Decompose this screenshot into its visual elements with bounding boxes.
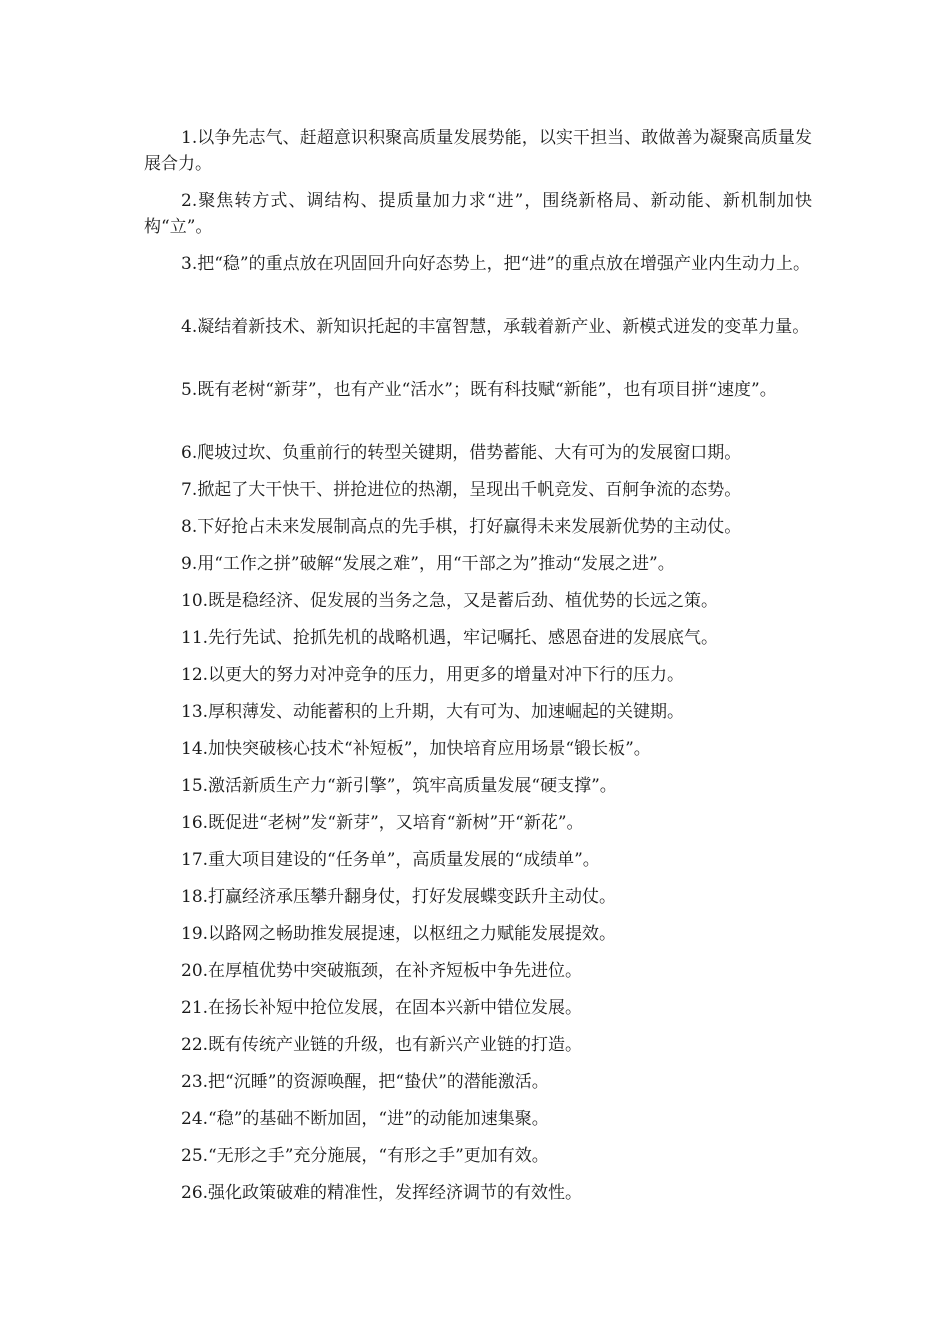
list-item: 6.爬坡过坎、负重前行的转型关键期，借势蓄能、大有可为的发展窗口期。 — [181, 443, 742, 463]
list-item: 5.既有老树“新芽”，也有产业“活水”；既有科技赋“新能”，也有项目拼“速度”。 — [181, 380, 777, 400]
list-item: 7.掀起了大干快干、拼抢进位的热潮，呈现出千帆竞发、百舸争流的态势。 — [181, 480, 742, 500]
list-item: 18.打赢经济承压攀升翻身仗，打好发展蝶变跃升主动仗。 — [181, 887, 617, 907]
list-item: 4.凝结着新技术、新知识托起的丰富智慧，承载着新产业、新模式迸发的变革力量。 — [181, 317, 810, 337]
list-item: 13.厚积薄发、动能蓄积的上升期，大有可为、加速崛起的关键期。 — [181, 702, 685, 722]
list-item: 15.激活新质生产力“新引擎”，筑牢高质量发展“硬支撑”。 — [181, 776, 617, 796]
list-item: 2.聚焦转方式、调结构、提质量加力求“进”，围绕新格局、新动能、新机制加快构“立”。 — [144, 191, 812, 237]
list-item: 1.以争先志气、赶超意识积聚高质量发展势能，以实干担当、敢做善为凝聚高质量发展合力。 — [144, 128, 812, 174]
list-item: 3.把“稳”的重点放在巩固回升向好态势上，把“进”的重点放在增强产业内生动力上。 — [181, 254, 810, 274]
list-item: 23.把“沉睡”的资源唤醒，把“蛰伏”的潜能激活。 — [181, 1072, 549, 1092]
list-item: 10.既是稳经济、促发展的当务之急，又是蓄后劲、植优势的长远之策。 — [181, 591, 719, 611]
list-item: 12.以更大的努力对冲竞争的压力，用更多的增量对冲下行的压力。 — [181, 665, 685, 685]
list-item: 16.既促进“老树”发“新芽”，又培育“新树”开“新花”。 — [181, 813, 584, 833]
document-body — [144, 125, 812, 1217]
list-item: 17.重大项目建设的“任务单”，高质量发展的“成绩单”。 — [181, 850, 600, 870]
list-item: 9.用“工作之拼”破解“发展之难”，用“干部之为”推动“发展之进”。 — [181, 554, 675, 574]
list-item: 19.以路网之畅助推发展提速，以枢纽之力赋能发展提效。 — [181, 924, 617, 944]
list-item: 26.强化政策破难的精准性，发挥经济调节的有效性。 — [181, 1183, 583, 1203]
list-item: 20.在厚植优势中突破瓶颈，在补齐短板中争先进位。 — [181, 961, 583, 981]
list-item: 21.在扬长补短中抢位发展，在固本兴新中错位发展。 — [181, 998, 583, 1018]
list-item: 25.“无形之手”充分施展，“有形之手”更加有效。 — [181, 1146, 549, 1166]
list-item: 11.先行先试、抢抓先机的战略机遇，牢记嘱托、感恩奋进的发展底气。 — [181, 628, 719, 648]
list-item: 14.加快突破核心技术“补短板”，加快培育应用场景“锻长板”。 — [181, 739, 651, 759]
list-item: 22.既有传统产业链的升级，也有新兴产业链的打造。 — [181, 1035, 583, 1055]
list-item: 24.“稳”的基础不断加固，“进”的动能加速集聚。 — [181, 1109, 549, 1129]
list-item: 8.下好抢占未来发展制高点的先手棋，打好赢得未来发展新优势的主动仗。 — [181, 517, 742, 537]
